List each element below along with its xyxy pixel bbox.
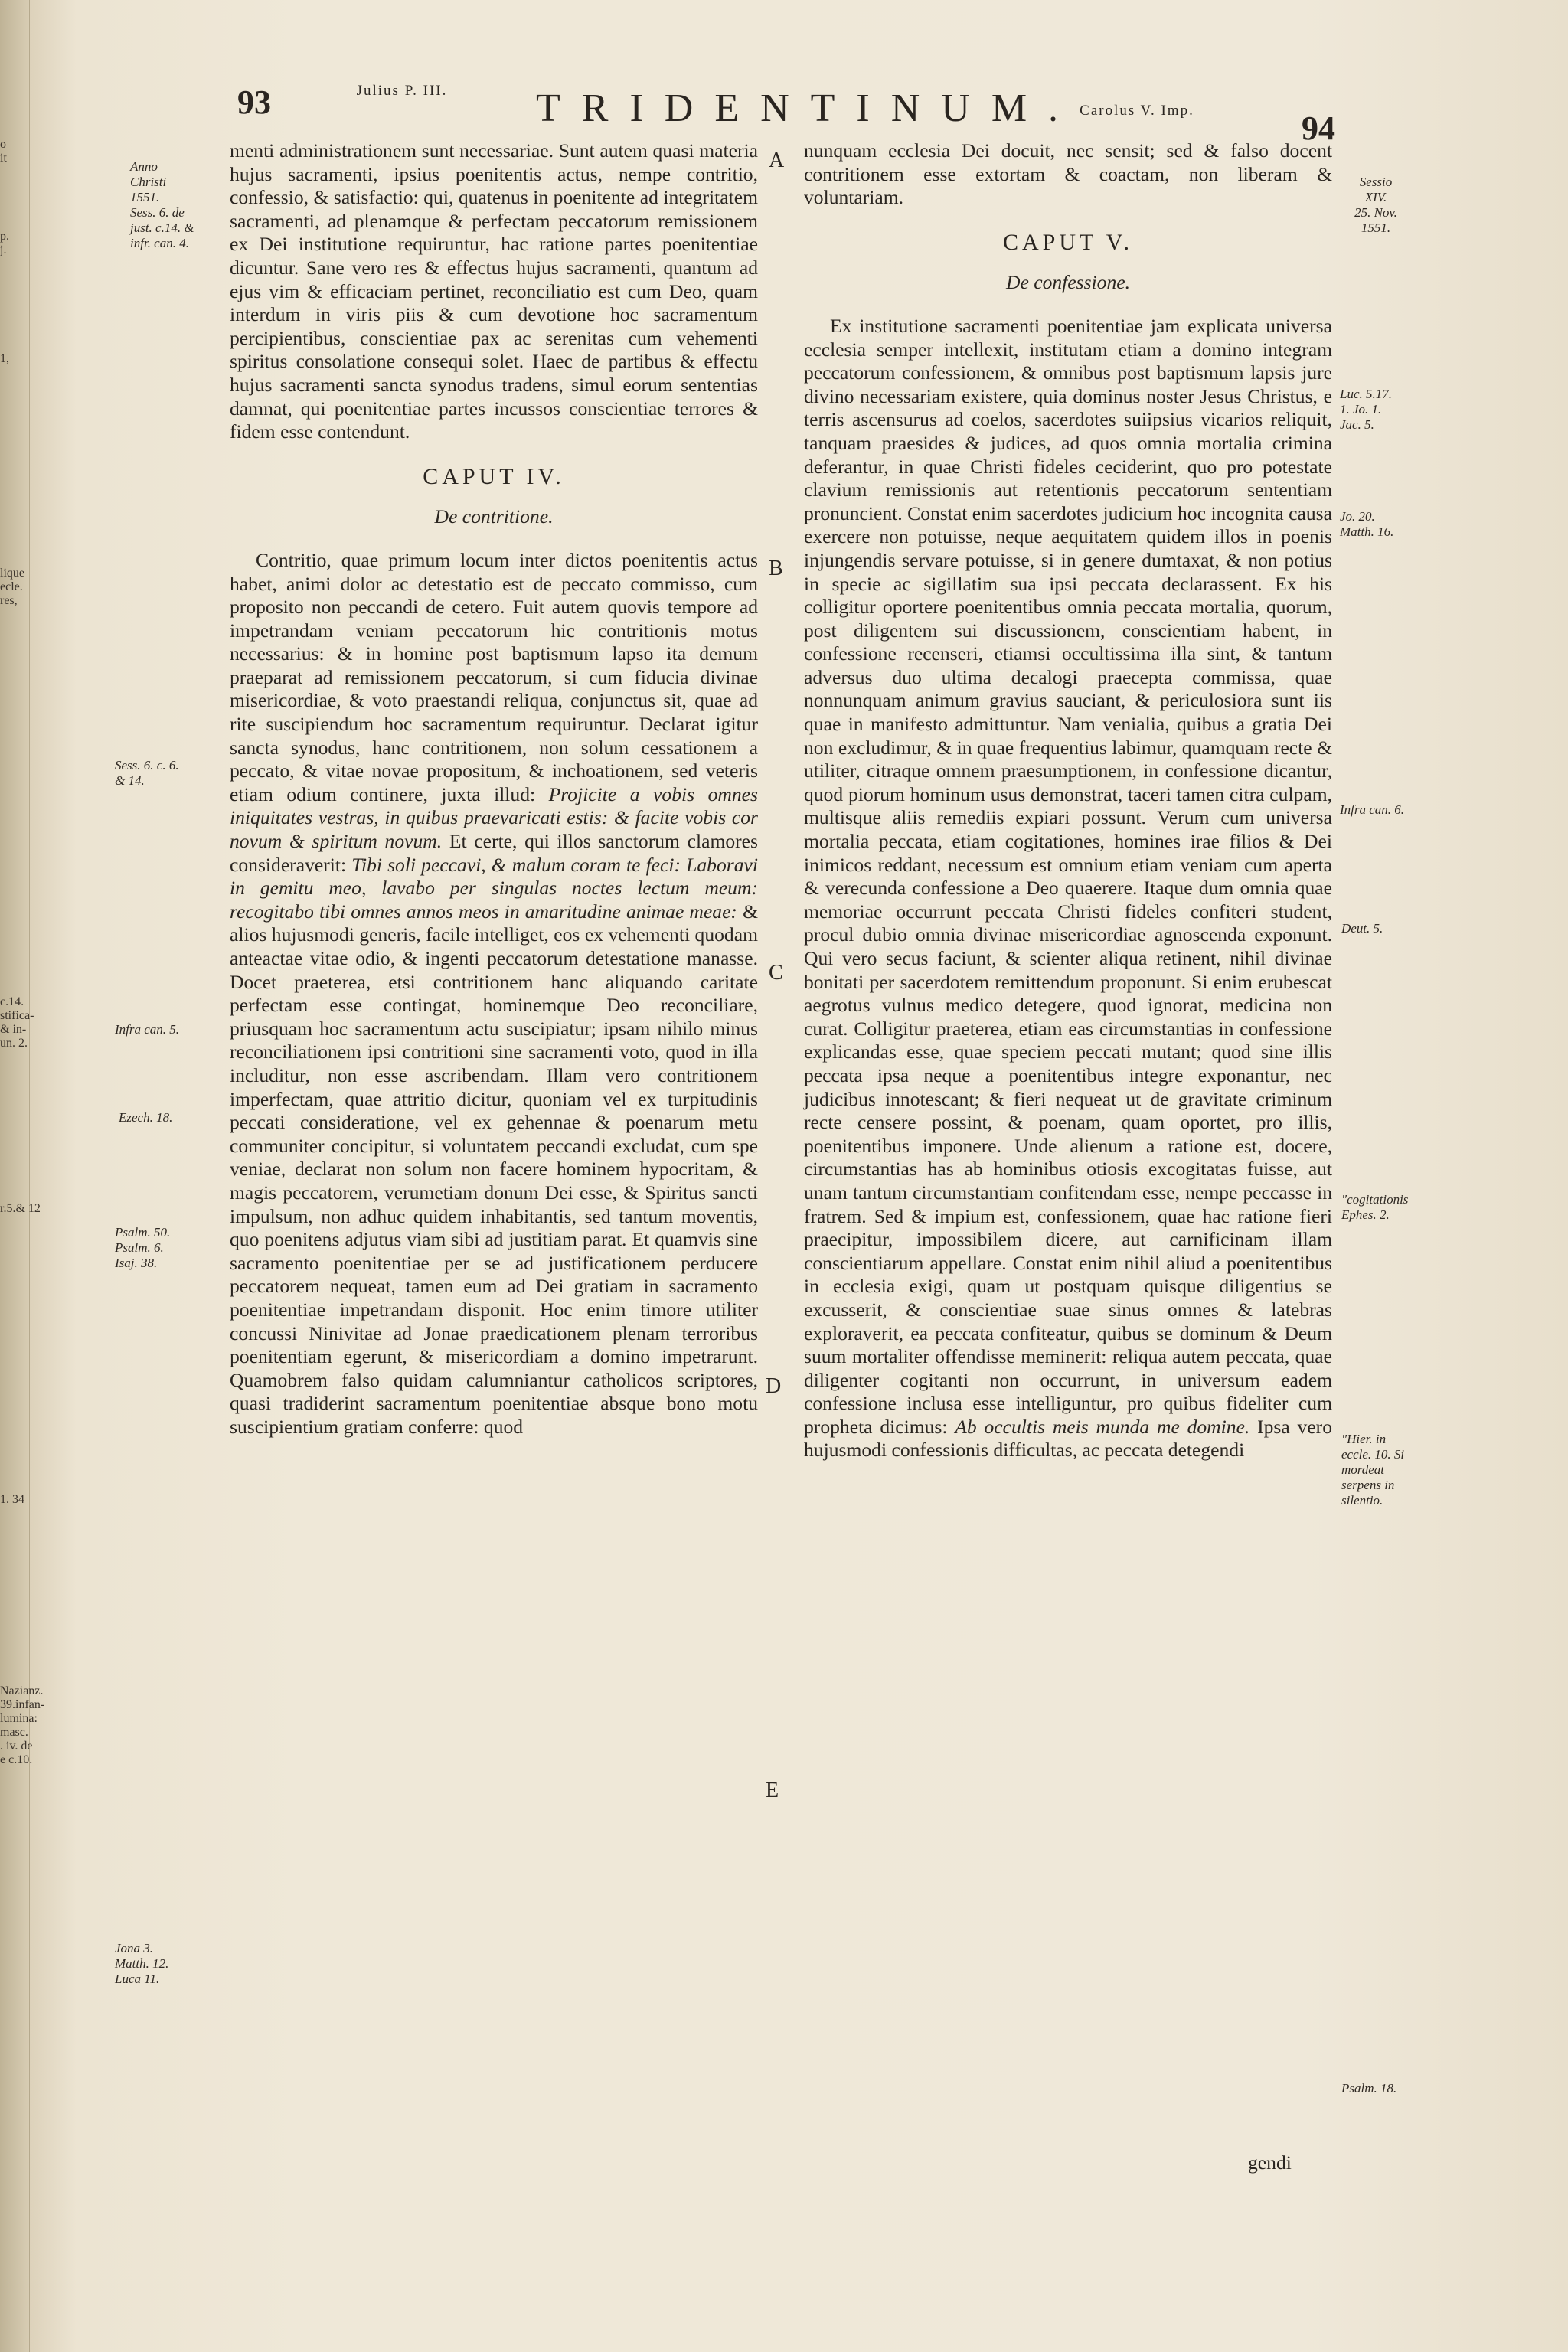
scripture-quote: Ab occultis meis munda me domine.	[955, 1415, 1250, 1438]
section-letter-d: D	[766, 1374, 782, 1398]
gutter-fragment: lique ecle. res,	[0, 567, 24, 607]
margin-note: Psalm. 50. Psalm. 6. Isaj. 38.	[115, 1225, 171, 1270]
paragraph-text: Ex institutione sacramenti poenitentiae jam explicata universa ecclesia semper intellexit, institutam etiam a domino integram peccatorum confessionem, & omnibus post baptismum lapsis jure divino necessariam existere, quia dominus noster Jesus Christus, e terris ascensurus ad coelos, sacerdotes suiipsius vicarios reliquit, tanquam praesides & judices, ad quos omnia mortalia crimina deferantur, in quae Christi fideles ceciderint, quo pro potestate clavium remissionis aut retentionis peccatorum sententiam pronuncient. Constat enim sacerdotes judicium hoc incognita causa exercere non potuisse, neque aequitatem quidem illos in poenis injungendis servare potuisse, si in genere dumtaxat, & non potius in specie ac sigillatim sua ipsi peccata declarassent. Ex his colligitur oportere poenitentibus omnia peccata mortalia, quorum, post diligentem sui discussionem, conscientiam habent, in confessione recenseri, etiamsi occultissima illa sint, & tantum adversus duo ultima decalogi praecepta commissa, quae nonnunquam animum gravius sauciant, & periculosiora sunt iis quae in manifesto admittuntur. Nam venialia, quibus a gratia Dei non excludimur, & in quae frequentius labimur, quamquam recte & utiliter, citraque omnem praesumptionem, in confessione dicantur, quod piorum hominum usus demonstrat, taceri tamen citra culpam, multisque aliis remediis expiari possunt. Verum cum universa mortalia peccata, etiam cogitationes, homines irae filios & Dei inimicos reddant, necessum est omnium etiam veniam cum aperta & verecunda confessione a Deo quaerere. Itaque dum omnia quae memoriae occurrunt peccata Christi fideles confiteri student, procul dubio omnia divinae misericordiae agnoscenda exponunt. Qui vero secus faciunt, & scienter aliqua retinent, nihil divinae bonitati per sacerdotem remittendum proponunt. Si enim erubescat aegrotus vulnus medico detegere, quod ignorat, medicina non curat. Colligitur praeterea, etiam eas circumstantias in confessione explicandas esse, quae speciem peccati mutant; quod sine illis peccata ipsa neque a poenitentibus integre exponantur, nec judicibus innotescant; & fieri nequeat ut de gravitate criminum recte censere possint, & poenam, quam oportet, pro illis, poenitentibus imponere. Unde alienum a ratione est, docere, circumstantias has ab hominibus otiosis excogitatas fuisse, aut unam tantum circumstantiam confitendam esse, nempe peccasse in fratrem. Sed & impium est, confessionem, quae hac ratione fieri praecipitur, impossibilem dicere, aut carnificinam illam conscientiarum appellare. Constat enim nihil aliud a poenitentibus in ecclesia exigi, quam ut postquam quisque diligentius se excusserit, & conscientiae suae sinus omnes & latebras exploraverit, ea peccata confiteatur, quibus se dominum & Deum suum mortaliter offendisse meminerit: reliqua autem peccata, quae diligenter cogitanti non occurrunt, in universum eadem confessione inclusa esse intelliguntur, pro quibus fideliter cum propheta dicimus:	[804, 314, 1332, 1438]
gutter-fragment: Nazianz. 39.infan- lumina: masc. . iv. de e c.10.	[0, 1684, 45, 1766]
chapter-subtitle: De contritione.	[434, 505, 554, 528]
paragraph-text: Et certe, qui illos sanctorum clamores consideraverit:	[230, 830, 758, 876]
section-letter-b: B	[769, 557, 783, 580]
paragraph-text: Contritio, quae primum locum inter dictos poenitentis actus habet, animi dolor ac detestatio est de peccato commisso, cum proposito non peccandi de cetero. Fuit autem quovis tempore ad impetrandam veniam peccatorum hic contritionis motus necessarius: & in homine post baptismum lapso ita demum praeparat ad remissionem peccatorum, si cum fiducia divinae misericordiae, & voto praestandi reliqua, conjunctus sit, quae ad rite suscipiendum hoc sacramentum requiruntur. Declarat igitur sancta synodus, hanc contritionem, non solum cessationem a peccato, & vitae novae propositum, & inchoationem, sed veteris etiam odium continere, juxta illud:	[230, 548, 758, 805]
paragraph-text: & alios hujusmodi generis, facile intelliget, eos ex vehementi quodam anteactae vitae odio, & ingenti peccatorum detestatione manasse. Docet praeterea, etsi contritionem hanc aliquando caritate perfectam esse contingat, hominemque Deo reconciliare, priusquam hoc sacramentum actu suscipiatur; ipsam nihilo minus reconciliationem ipsi contritioni sine sacramenti voto, quod in illa includitur, non esse ascribendam. Illam vero contritionem imperfectam, quae attritio dicitur, quoniam vel ex turpitudinis peccati consideratione, vel ex gehennae & poenarum metu communiter concipitur, si voluntatem peccandi excludat, cum spe veniae, declarat non solum non facere hominem hypocritam, & magis peccatorem, verumetiam donum Dei esse, & Spiritus sancti impulsum, non adhuc quidem inhabitantis, sed tantum moventis, quo poenitens adjutus viam sibi ad justitiam parat. Et quamvis sine sacramento poenitentiae per se ad justificationem perducere peccatorem nequeat, tamen eum ad Dei gratiam in sacramento poenitentiae impetrandam disponit. Hoc enim timore utiliter concussi Ninivitae ad Jonae praedicationem plenam terroribus poenitentiam egerunt, & misericordiam a domino impetrarunt. Quamobrem falso quidam calumniantur catholicos scriptores, quasi tradiderint sacramentum poenitentiae absque bono motu suscipientium gratiam conferre: quod	[230, 900, 758, 1438]
margin-note: Jo. 20. Matth. 16.	[1340, 509, 1394, 539]
margin-note: Ezech. 18.	[119, 1110, 173, 1125]
section-letter-c: C	[769, 961, 783, 985]
margin-note-sessio: Sessio XIV. 25. Nov. 1551.	[1354, 175, 1397, 235]
section-letter-a: A	[769, 149, 785, 172]
paragraph-text: Ipsa vero hujusmodi confessionis difficultas, ac peccata detegendi	[804, 1415, 1332, 1462]
paragraph	[804, 315, 1332, 1462]
catchword: gendi	[1248, 2151, 1292, 2174]
left-column	[230, 139, 758, 1439]
margin-note: Deut. 5.	[1341, 921, 1383, 936]
scripture-quote: Tibi soli peccavi, & malum coram te feci: Laboravi in gemitu meo, lavabo per singulas noctes lectum meum: recogitabo tibi omnes annos meos in amaritudine animae meae:	[230, 853, 758, 923]
paragraph: menti administrationem sunt necessariae. Sunt autem quasi materia hujus sacramenti, ipsius poenitentis actus, nempe contritio, confessio, & satisfactio: qui, quatenus in poenitente ad integritatem sacramenti, ad plenamque & perfectam peccatorum remissionem ex Dei institutione requiruntur, hac ratione partes poenitentiae dicuntur. Sane vero res & effectus hujus sacramenti, quantum ad ejus vim & efficaciam pertinet, reconciliatio est cum Deo, quam interdum in viris piis & cum devotione hoc sacramentum percipientibus, conscientiae pax ac serenitas cum vehementi spiritus consolatione consequi solet. Haec de partibus & effectu hujus sacramenti sancta synodus tradens, simul eorum sententias damnat, qui poenitentiae partes incussos conscientiae terrores & fidem esse contendunt.	[230, 139, 758, 443]
margin-note: Sess. 6. c. 6. & 14.	[115, 758, 179, 788]
scripture-quote: Projicite a vobis omnes iniquitates vestras, in quibus praevaricati estis: & facite vobis cor novum & spiritum novum.	[230, 782, 758, 853]
gutter-fragment: c.14. stifica- & in- un. 2.	[0, 995, 34, 1050]
gutter-fragment: 1. 34	[0, 1493, 24, 1506]
gutter-fragment: 1,	[0, 352, 9, 365]
margin-note: "Hier. in eccle. 10. Si mordeat serpens in silentio.	[1341, 1432, 1405, 1508]
paragraph	[230, 549, 758, 1439]
section-letter-e: E	[766, 1779, 779, 1802]
right-page-number: 94	[1302, 109, 1335, 147]
margin-note: "cogitationis Ephes. 2.	[1341, 1192, 1409, 1222]
left-running-head: Julius P. III.	[356, 83, 448, 99]
margin-note: Psalm. 18.	[1341, 2081, 1397, 2096]
chapter-heading: CAPUT V.	[1002, 229, 1134, 255]
margin-note: Jona 3. Matth. 12. Luca 11.	[115, 1941, 169, 1986]
margin-note-anno-christi: Anno Christi 1551. Sess. 6. de just. c.14. & infr. can. 4.	[130, 159, 194, 250]
chapter-heading: CAPUT IV.	[423, 463, 565, 489]
left-page-number: 93	[237, 83, 271, 121]
page-title: TRIDENTINUM.	[536, 87, 1080, 130]
paragraph: nunquam ecclesia Dei docuit, nec sensit; sed & falso docent contritionem esse extortam & coactam, non liberam & voluntariam.	[804, 139, 1332, 209]
margin-note: Infra can. 6.	[1340, 802, 1405, 817]
right-running-head: Carolus V. Imp.	[1080, 103, 1194, 119]
gutter-fragment: r.5.& 12	[0, 1202, 41, 1215]
margin-note: Infra can. 5.	[115, 1022, 180, 1037]
gutter-fragment: o it	[0, 138, 7, 165]
chapter-subtitle: De confessione.	[1005, 271, 1131, 294]
right-column	[804, 139, 1332, 1462]
gutter-fragment: p. j.	[0, 230, 9, 256]
margin-note: Luc. 5.17. 1. Jo. 1. Jac. 5.	[1340, 387, 1392, 432]
